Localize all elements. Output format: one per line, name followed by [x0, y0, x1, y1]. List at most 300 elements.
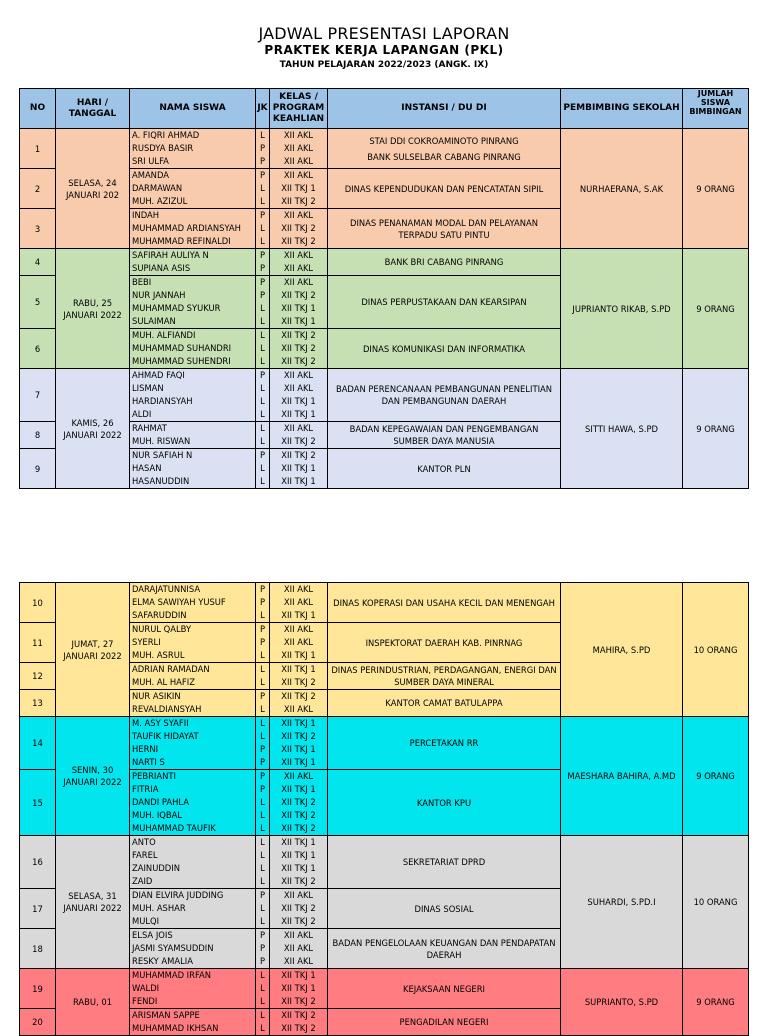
- gender: L: [260, 916, 265, 926]
- student-name: HASANUDDIN: [132, 476, 190, 486]
- gender: L: [260, 383, 265, 393]
- gender: L: [260, 303, 265, 313]
- row-number: 14: [20, 717, 56, 770]
- student-name-cell: [130, 249, 256, 276]
- gender: P: [259, 691, 266, 701]
- gender: L: [260, 664, 265, 674]
- class-program-cell: [270, 169, 328, 209]
- student-name: ZAINUDDIN: [132, 863, 180, 873]
- student-name: MUH. IQBAL: [132, 810, 183, 820]
- gender: L: [260, 650, 265, 660]
- table-row: [20, 129, 749, 169]
- gender: P: [259, 956, 266, 966]
- class-program: XII TKJ 2: [281, 196, 316, 206]
- row-number: 10: [20, 583, 56, 623]
- table-row: [20, 249, 749, 276]
- gender-cell: [256, 329, 270, 369]
- supervisor: SUPRIANTO, S.PD: [561, 969, 683, 1036]
- class-program: XII TKJ 2: [281, 223, 316, 233]
- student-name: AHMAD FAQI: [132, 370, 185, 380]
- gender: P: [259, 771, 266, 781]
- student-name: MUHAMMAD REFINALDI: [132, 236, 231, 246]
- student-name-cell: [130, 836, 256, 889]
- gender-cell: [256, 690, 270, 717]
- day-date: RABU, 01: [56, 969, 130, 1036]
- gender: L: [260, 236, 265, 246]
- class-program: XII AKL: [283, 771, 314, 781]
- institution: [328, 623, 561, 663]
- student-name: MUHAMMAD SUHENDRI: [132, 356, 231, 366]
- student-count: 9 ORANG: [683, 717, 749, 836]
- document-subtitle: PRAKTEK KERJA LAPANGAN (PKL): [264, 43, 504, 57]
- class-program-cell: [270, 209, 328, 249]
- class-program-cell: [270, 770, 328, 836]
- gender: P: [259, 930, 266, 940]
- student-name: SRI ULFA: [132, 156, 169, 166]
- institution: [328, 422, 561, 449]
- class-program-cell: [270, 690, 328, 717]
- gender: P: [259, 624, 266, 634]
- student-name: ARISMAN SAPPE: [132, 1010, 200, 1020]
- student-name-cell: [130, 169, 256, 209]
- gender: P: [259, 370, 266, 380]
- supervisor: MAHIRA, S.PD: [561, 583, 683, 717]
- gender-cell: [256, 717, 270, 770]
- class-program-cell: [270, 717, 328, 770]
- student-name: MULQI: [132, 916, 160, 926]
- student-name: WALDI: [132, 983, 160, 993]
- row-number: 18: [20, 929, 56, 969]
- student-count: 10 ORANG: [683, 836, 749, 969]
- header-instansi: INSTANSI / DU DI: [328, 89, 561, 129]
- institution: [328, 717, 561, 770]
- supervisor: SUHARDI, S.PD.I: [561, 836, 683, 969]
- class-program-cell: [270, 422, 328, 449]
- gender: L: [260, 837, 265, 847]
- student-name-cell: [130, 276, 256, 329]
- gender: L: [260, 876, 265, 886]
- header-no: NO: [20, 89, 56, 129]
- gender: L: [260, 983, 265, 993]
- student-name: MUH. ASHAR: [132, 903, 186, 913]
- class-program: XII TKJ 1: [281, 757, 316, 767]
- row-number: 8: [20, 422, 56, 449]
- gender: P: [259, 290, 266, 300]
- class-program: XII TKJ 1: [281, 863, 316, 873]
- student-name: TAUFIK HIDAYAT: [132, 731, 199, 741]
- class-program: XII AKL: [283, 143, 314, 153]
- table-row: [20, 717, 749, 770]
- institution-name: BADAN KEPEGAWAIAN DAN PENGEMBANGAN SUMBER DAYA MANUSIA: [349, 424, 539, 446]
- class-program: XII TKJ 1: [281, 396, 316, 406]
- gender: L: [260, 970, 265, 980]
- class-program: XII TKJ 2: [281, 290, 316, 300]
- gender-cell: [256, 836, 270, 889]
- class-program: XII AKL: [283, 584, 314, 594]
- institution: [328, 663, 561, 690]
- gender: P: [259, 263, 266, 273]
- row-number: 5: [20, 276, 56, 329]
- gender: L: [260, 731, 265, 741]
- class-program: XII AKL: [283, 210, 314, 220]
- institution-name: KANTOR KPU: [416, 797, 472, 808]
- class-program: XII TKJ 2: [281, 691, 316, 701]
- student-name: DANDI PAHLA: [132, 797, 190, 807]
- institution: [328, 169, 561, 209]
- student-name: DARAJATUNNISA: [132, 584, 201, 594]
- gender: P: [259, 143, 266, 153]
- class-program: XII TKJ 1: [281, 303, 316, 313]
- student-name-cell: [130, 690, 256, 717]
- row-number: 6: [20, 329, 56, 369]
- class-program: XII TKJ 1: [281, 316, 316, 326]
- day-date: SELASA, 24 JANUARI 202: [56, 129, 130, 249]
- institution-name-secondary: BANK SULSELBAR CABANG PINRANG: [367, 151, 521, 162]
- student-name: SYERLI: [132, 637, 161, 647]
- gender: L: [260, 996, 265, 1006]
- institution: [328, 209, 561, 249]
- gender: L: [260, 130, 265, 140]
- class-program: XII AKL: [283, 890, 314, 900]
- gender-cell: [256, 169, 270, 209]
- student-name-cell: [130, 623, 256, 663]
- student-name: MUHAMMAD SUHANDRI: [132, 343, 232, 353]
- student-name-cell: [130, 770, 256, 836]
- class-program-cell: [270, 369, 328, 422]
- student-name-cell: [130, 889, 256, 929]
- day-date: SELASA, 31 JANUARI 2022: [56, 836, 130, 969]
- gender: P: [259, 637, 266, 647]
- student-name-cell: [130, 369, 256, 422]
- student-name: RUSDYA BASIR: [132, 143, 194, 153]
- gender: P: [259, 170, 266, 180]
- student-name: MUH. AZIZUL: [132, 196, 188, 206]
- gender: L: [260, 1010, 265, 1020]
- row-number: 20: [20, 1009, 56, 1036]
- student-name-cell: [130, 209, 256, 249]
- gender: P: [259, 943, 266, 953]
- gender: L: [260, 316, 265, 326]
- student-name: HASAN: [132, 463, 162, 473]
- gender: L: [260, 223, 265, 233]
- class-program-cell: [270, 889, 328, 929]
- gender: P: [259, 156, 266, 166]
- day-date: JUMAT, 27 JANUARI 2022: [56, 583, 130, 717]
- gender: L: [260, 1023, 265, 1033]
- gender: P: [259, 584, 266, 594]
- class-program: XII AKL: [283, 637, 314, 647]
- class-program-cell: [270, 836, 328, 889]
- row-number: 17: [20, 889, 56, 929]
- student-name: REVALDIANSYAH: [132, 704, 202, 714]
- institution: [328, 770, 561, 836]
- gender: L: [260, 183, 265, 193]
- class-program: XII TKJ 1: [281, 970, 316, 980]
- gender: L: [260, 330, 265, 340]
- student-name: FITRIA: [132, 784, 159, 794]
- gender: P: [259, 744, 266, 754]
- class-program-cell: [270, 129, 328, 169]
- class-program: XII AKL: [283, 943, 314, 953]
- student-name: HARDIANSYAH: [132, 396, 193, 406]
- gender-cell: [256, 449, 270, 489]
- class-program: XII TKJ 2: [281, 810, 316, 820]
- gender: P: [259, 757, 266, 767]
- student-name: A. FIQRI AHMAD: [132, 130, 200, 140]
- class-program-cell: [270, 929, 328, 969]
- institution: [328, 690, 561, 717]
- student-name: MUHAMMAD IRFAN: [132, 970, 212, 980]
- class-program: XII TKJ 2: [281, 356, 316, 366]
- class-program: XII TKJ 1: [281, 837, 316, 847]
- class-program: XII TKJ 1: [281, 744, 316, 754]
- gender: P: [259, 450, 266, 460]
- supervisor: MAESHARA BAHIRA, A.MD: [561, 717, 683, 836]
- gender: P: [259, 277, 266, 287]
- student-name: MUH. AL HAFIZ: [132, 677, 195, 687]
- class-program: XII AKL: [283, 597, 314, 607]
- student-count: 9 ORANG: [683, 249, 749, 369]
- table-row: [20, 369, 749, 422]
- institution-name: KEJAKSAAN NEGERI: [402, 983, 486, 994]
- student-name: ANTO: [132, 837, 156, 847]
- student-name: RESKY AMALIA: [132, 956, 193, 966]
- student-name: SAFIRAH AULIYA N: [132, 250, 209, 260]
- student-name: MUHAMMAD ARDIANSYAH: [132, 223, 241, 233]
- student-name-cell: [130, 129, 256, 169]
- class-program: XII TKJ 1: [281, 664, 316, 674]
- class-program: XII AKL: [283, 277, 314, 287]
- institution-name: PENGADILAN NEGERI: [399, 1017, 489, 1027]
- institution: [328, 276, 561, 329]
- gender-cell: [256, 969, 270, 1009]
- class-program: XII TKJ 1: [281, 409, 316, 419]
- student-name: PEBRIANTI: [132, 771, 176, 781]
- gender: L: [260, 823, 265, 833]
- header-jumlah: [683, 89, 749, 129]
- gender: P: [259, 210, 266, 220]
- header-pembimbing: PEMBIMBING SEKOLAH: [561, 89, 683, 129]
- student-name-cell: [130, 663, 256, 690]
- student-name: FAREL: [132, 850, 158, 860]
- gender: L: [260, 903, 265, 913]
- class-program: XII TKJ 2: [281, 731, 316, 741]
- student-name: AMANDA: [132, 170, 169, 180]
- supervisor: JUPRIANTO RIKAB, S.PD: [561, 249, 683, 369]
- class-program: XII AKL: [283, 383, 314, 393]
- institution: [328, 449, 561, 489]
- class-program: XII AKL: [283, 156, 314, 166]
- class-program: XII TKJ 1: [281, 610, 316, 620]
- student-name: M. ASY SYAFII: [132, 718, 189, 728]
- student-name: NUR JANNAH: [132, 290, 186, 300]
- row-number: 3: [20, 209, 56, 249]
- class-program: XII TKJ 2: [281, 436, 316, 446]
- student-name: ALDI: [132, 409, 152, 419]
- institution-name: DINAS PERPUSTAKAAN DAN KEARSIPAN: [361, 297, 527, 307]
- class-program: XII TKJ 1: [281, 476, 316, 486]
- student-name: BEBI: [132, 277, 152, 287]
- institution: [328, 1009, 561, 1036]
- class-program-cell: [270, 276, 328, 329]
- gender: L: [260, 718, 265, 728]
- class-program: XII TKJ 2: [281, 677, 316, 687]
- institution-name: SEKRETARIAT DPRD: [402, 857, 486, 867]
- row-number: 19: [20, 969, 56, 1009]
- gender: L: [260, 797, 265, 807]
- gender: L: [260, 396, 265, 406]
- gender-cell: [256, 583, 270, 623]
- day-date: KAMIS, 26 JANUARI 2022: [56, 369, 130, 489]
- student-name: MUH. RISWAN: [132, 436, 191, 446]
- gender-cell: [256, 889, 270, 929]
- student-name: SUPIANA ASIS: [132, 263, 191, 273]
- class-program-cell: [270, 329, 328, 369]
- row-number: 1: [20, 129, 56, 169]
- row-number: 4: [20, 249, 56, 276]
- gender: L: [260, 436, 265, 446]
- institution-name: DINAS KEPENDUDUKAN DAN PENCATATAN SIPIL: [344, 183, 544, 194]
- class-program-cell: [270, 249, 328, 276]
- student-name: NUR ASIKIN: [132, 691, 181, 701]
- class-program: XII TKJ 2: [281, 916, 316, 926]
- table-row: [20, 969, 749, 1009]
- class-program: XII AKL: [283, 624, 314, 634]
- header-kelas: KELAS / PROGRAM KEAHLIAN: [270, 89, 328, 129]
- class-program: XII TKJ 1: [281, 718, 316, 728]
- gender: L: [260, 704, 265, 714]
- institution-name: KANTOR PLN: [417, 463, 471, 474]
- gender-cell: [256, 623, 270, 663]
- student-name: LISMAN: [132, 383, 164, 393]
- gender-cell: [256, 276, 270, 329]
- class-program: XII AKL: [283, 704, 314, 714]
- row-number: 13: [20, 690, 56, 717]
- class-program: XII TKJ 2: [281, 797, 316, 807]
- gender-cell: [256, 422, 270, 449]
- student-name: ZAID: [132, 876, 153, 886]
- student-count: 10 ORANG: [683, 583, 749, 717]
- student-name-cell: [130, 422, 256, 449]
- student-name-cell: [130, 583, 256, 623]
- row-number: 15: [20, 770, 56, 836]
- gender: L: [260, 343, 265, 353]
- gender: L: [260, 863, 265, 873]
- table-row: [20, 583, 749, 623]
- header-jumlah-text: JUMLAH SISWA BIMBINGAN: [689, 89, 742, 116]
- gender: L: [260, 196, 265, 206]
- gender: L: [260, 356, 265, 366]
- class-program: XII AKL: [283, 370, 314, 380]
- gender: P: [259, 597, 266, 607]
- class-program: XII TKJ 2: [281, 876, 316, 886]
- institution: [328, 969, 561, 1009]
- student-name: MUH. ALFIANDI: [132, 330, 196, 340]
- document-title: JADWAL PRESENTASI LAPORAN: [258, 24, 510, 43]
- institution-name: KANTOR CAMAT BATULAPPA: [385, 698, 503, 708]
- student-name: ELMA SAWIYAH YUSUF: [132, 597, 226, 607]
- header-name: NAMA SISWA: [130, 89, 256, 129]
- institution-name: DINAS PERINDUSTRIAN, PERDAGANGAN, ENERGI DAN SUMBER DAYA MINERAL: [331, 665, 557, 687]
- student-name: RAHMAT: [132, 423, 167, 433]
- class-program-cell: [270, 449, 328, 489]
- class-program: XII TKJ 1: [281, 983, 316, 993]
- institution-name: BADAN PERENCANAAN PEMBANGUNAN PENELITIAN DAN PEMBANGUNAN DAERAH: [335, 384, 553, 406]
- student-name-cell: [130, 449, 256, 489]
- institution-name: INSPEKTORAT DAERAH KAB. PINRNAG: [365, 637, 523, 648]
- student-name: JASMI SYAMSUDDIN: [132, 943, 214, 953]
- row-number: 2: [20, 169, 56, 209]
- class-program: XII AKL: [283, 263, 314, 273]
- gender-cell: [256, 770, 270, 836]
- gender: L: [260, 476, 265, 486]
- supervisor: SITTI HAWA, S.PD: [561, 369, 683, 489]
- gender: P: [259, 250, 266, 260]
- gender-cell: [256, 663, 270, 690]
- student-name: ELSA JOIS: [132, 930, 173, 940]
- class-program-cell: [270, 583, 328, 623]
- institution-name: DINAS SOSIAL: [414, 903, 474, 914]
- class-program: XII TKJ 2: [281, 823, 316, 833]
- row-number: 12: [20, 663, 56, 690]
- table-header-row: [20, 89, 749, 129]
- gender: L: [260, 610, 265, 620]
- gender: L: [260, 409, 265, 419]
- schedule-table-1: [19, 88, 749, 489]
- student-name: NARTI S: [132, 757, 165, 767]
- institution-name: PERCETAKAN RR: [409, 738, 479, 748]
- class-program: XII AKL: [283, 956, 314, 966]
- gender-cell: [256, 129, 270, 169]
- institution-name: BADAN PENGELOLAAN KEUANGAN DAN PENDAPATAN DAERAH: [332, 937, 556, 960]
- gender-cell: [256, 209, 270, 249]
- institution-name: DINAS KOPERASI DAN USAHA KECIL DAN MENENGAH: [333, 597, 555, 608]
- gender: L: [260, 850, 265, 860]
- class-program: XII TKJ 1: [281, 850, 316, 860]
- gender: L: [260, 810, 265, 820]
- class-program: XII TKJ 2: [281, 236, 316, 246]
- gender: L: [260, 463, 265, 473]
- student-name: MUHAMMAD SYUKUR: [132, 303, 221, 313]
- student-name: HERNI: [132, 744, 159, 754]
- row-number: 16: [20, 836, 56, 889]
- student-name: INDAH: [132, 210, 160, 220]
- institution: [328, 329, 561, 369]
- gender-cell: [256, 929, 270, 969]
- student-name: FENDI: [132, 996, 158, 1006]
- institution-name: DINAS PENANAMAN MODAL DAN PELAYANAN TERPADU SATU PINTU: [350, 217, 538, 240]
- student-name: MUHAMMAD IKHSAN: [132, 1023, 219, 1033]
- institution-name: DINAS KOMUNIKASI DAN INFORMATIKA: [362, 343, 525, 354]
- student-count: 9 ORANG: [683, 969, 749, 1036]
- institution-name: STAI DDI COKROAMINOTO PINRANG: [369, 135, 519, 146]
- student-name: MUH. ASRUL: [132, 650, 185, 660]
- institution: [328, 129, 561, 169]
- student-name: NURUL QALBY: [132, 624, 192, 634]
- schedule-table-2: [19, 582, 749, 1036]
- institution-name: BANK BRI CABANG PINRANG: [384, 257, 504, 267]
- student-name: ADRIAN RAMADAN: [132, 664, 210, 674]
- class-program: XII TKJ 1: [281, 784, 316, 794]
- class-program: XII TKJ 1: [281, 463, 316, 473]
- institution: [328, 929, 561, 969]
- class-program-cell: [270, 623, 328, 663]
- class-program: XII TKJ 2: [281, 450, 316, 460]
- student-name: NUR SAFIAH N: [132, 450, 193, 460]
- row-number: 7: [20, 369, 56, 422]
- class-program: XII AKL: [283, 170, 314, 180]
- row-number: 11: [20, 623, 56, 663]
